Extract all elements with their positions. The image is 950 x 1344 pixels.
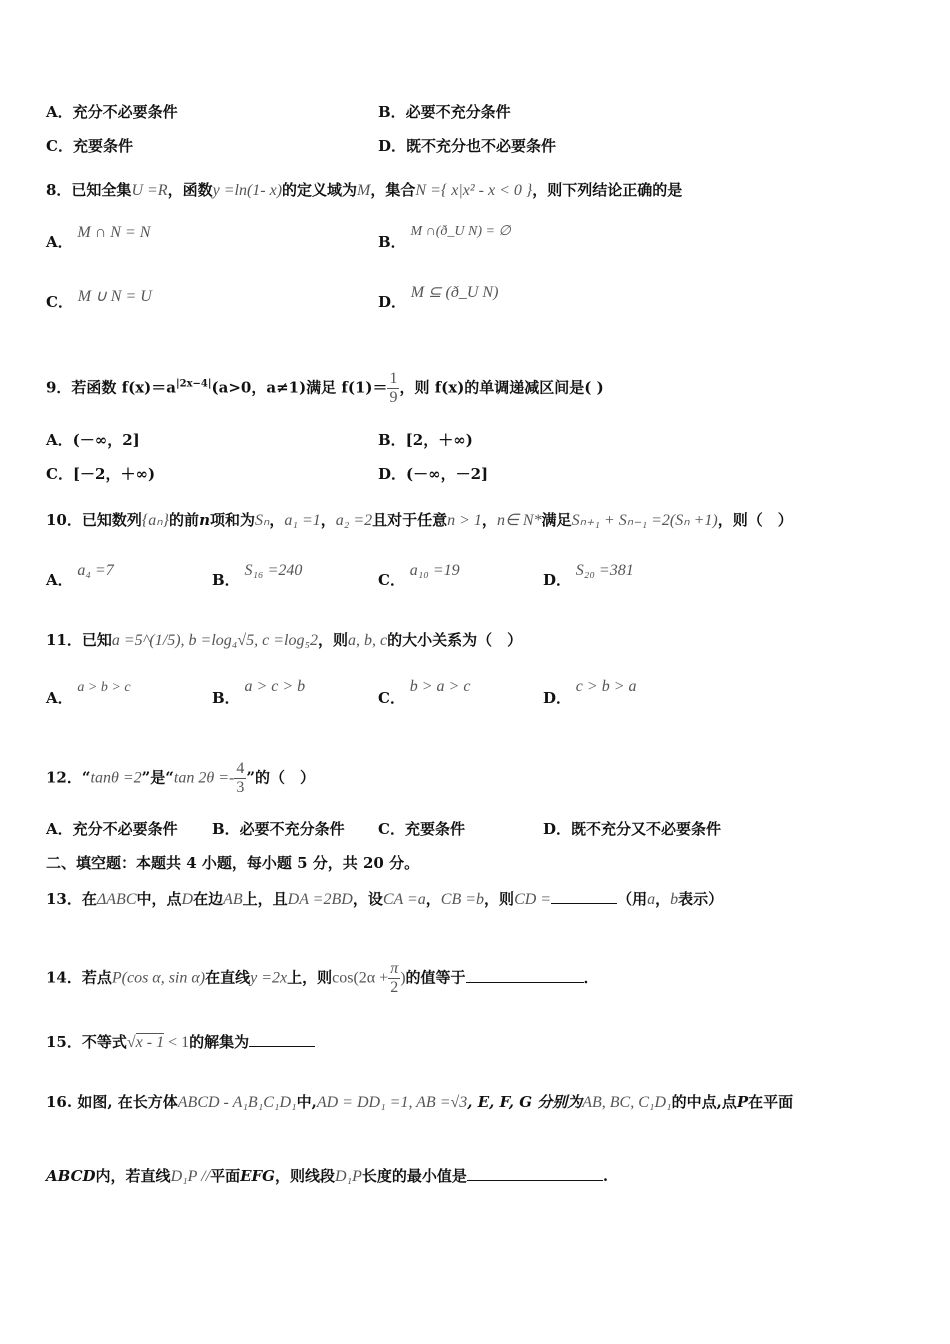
- q9-option-d: D．(－∞，－2]: [378, 465, 489, 483]
- q11-option-d: D． c > b > a: [543, 678, 637, 707]
- q8-option-d: D． M ⊆ (ð_U N): [378, 284, 499, 311]
- q8-option-b: B． M ∩(ð_U N) = ∅: [378, 224, 511, 251]
- q8-option-a: A． M ∩ N = N: [46, 224, 151, 251]
- q13-answer-blank[interactable]: [551, 889, 617, 904]
- q11-option-c: C． b > a > c: [378, 678, 471, 707]
- q8-option-c: C． M ∪ N = U: [46, 288, 152, 311]
- q10-option-c: C． a₁₀ =19: [378, 562, 460, 589]
- q16-stem-line2: ABCD内，若直线D₁P //平面EFG，则线段D₁P长度的最小值是 .: [46, 1167, 609, 1185]
- section-heading: 二、填空题：本题共 4 小题，每小题 5 分，共 20 分。: [46, 854, 420, 872]
- q15-stem: 15．不等式√x - 1 < 1的解集为: [46, 1032, 315, 1053]
- q11-option-b: B． a > c > b: [212, 678, 306, 707]
- q9-stem: 9．若函数 $f(x)=a^{|2x-4|}(a>0$，a≠1)满足 f(1)＝ $\frac{1}{9}$ ，则 f(x)的单调递减区间是( ): [46, 370, 604, 406]
- q12-stem: 12．“tanθ =2”是“tan 2θ =- $\frac{4}{3}$ ”的（ ）: [46, 760, 315, 796]
- q10-option-a: A． a₄ =7: [46, 562, 114, 589]
- q11-option-a: A． a > b > c: [46, 680, 131, 707]
- q10-option-d: D． S₂₀ =381: [543, 562, 634, 589]
- sqrt-symbol: √: [126, 1034, 136, 1051]
- q7-option-b: B．必要不充分条件: [378, 103, 511, 121]
- q12-option-a: A．充分不必要条件: [46, 820, 178, 838]
- q8-stem: 8．已知全集U =R，函数y =ln(1- x)的定义域为M，集合N ={ x|x² - x < 0 }，则下列结论正确的是: [46, 181, 683, 199]
- q7-option-a: A．充分不必要条件: [46, 103, 178, 121]
- q9-option-a: A．(－∞，2]: [46, 431, 140, 449]
- q13-stem: 13．在ΔABC中，点D在边AB上，且DA =2BD，设CA =a，CB =b，则CD = （用a，b表示）: [46, 890, 724, 908]
- q7-option-c: C．充要条件: [46, 137, 133, 155]
- q11-stem: 11．已知a =5^(1/5), b =log₄√5, c =log₅2，则a, b, c的大小关系为（ ）: [46, 631, 523, 649]
- q16-answer-blank[interactable]: [467, 1166, 603, 1181]
- q9-option-b: B．[2，＋∞): [378, 431, 473, 449]
- q15-answer-blank[interactable]: [249, 1032, 315, 1047]
- q10-stem: 10．已知数列{aₙ}的前n项和为Sₙ，a₁ =1，a₂ =2且对于任意n > 1，n∈ N*满足Sₙ₊₁ + Sₙ₋₁ =2(Sₙ +1)，则（ ）: [46, 511, 793, 529]
- q7-option-d: D．既不充分也不必要条件: [378, 137, 557, 155]
- q12-option-c: C．充要条件: [378, 820, 465, 838]
- q10-option-b: B． S₁₆ =240: [212, 562, 303, 589]
- q12-option-d: D．既不充分又不必要条件: [543, 820, 722, 838]
- q14-stem: 14．若点P(cos α, sin α)在直线y =2x上，则cos(2α + $\frac{\pi}{2}$ )的值等于 ．: [46, 960, 599, 996]
- q16-stem-line1: 16. 如图, 在长方体ABCD - A₁B₁C₁D₁中,AD = DD₁ =1, AB =√3, E, F, G 分别为AB, BC, C₁D₁的中点,点P在平面: [46, 1093, 794, 1111]
- q9-option-c: C．[－2，＋∞): [46, 465, 156, 483]
- q14-answer-blank[interactable]: [466, 968, 584, 983]
- q12-option-b: B．必要不充分条件: [212, 820, 345, 838]
